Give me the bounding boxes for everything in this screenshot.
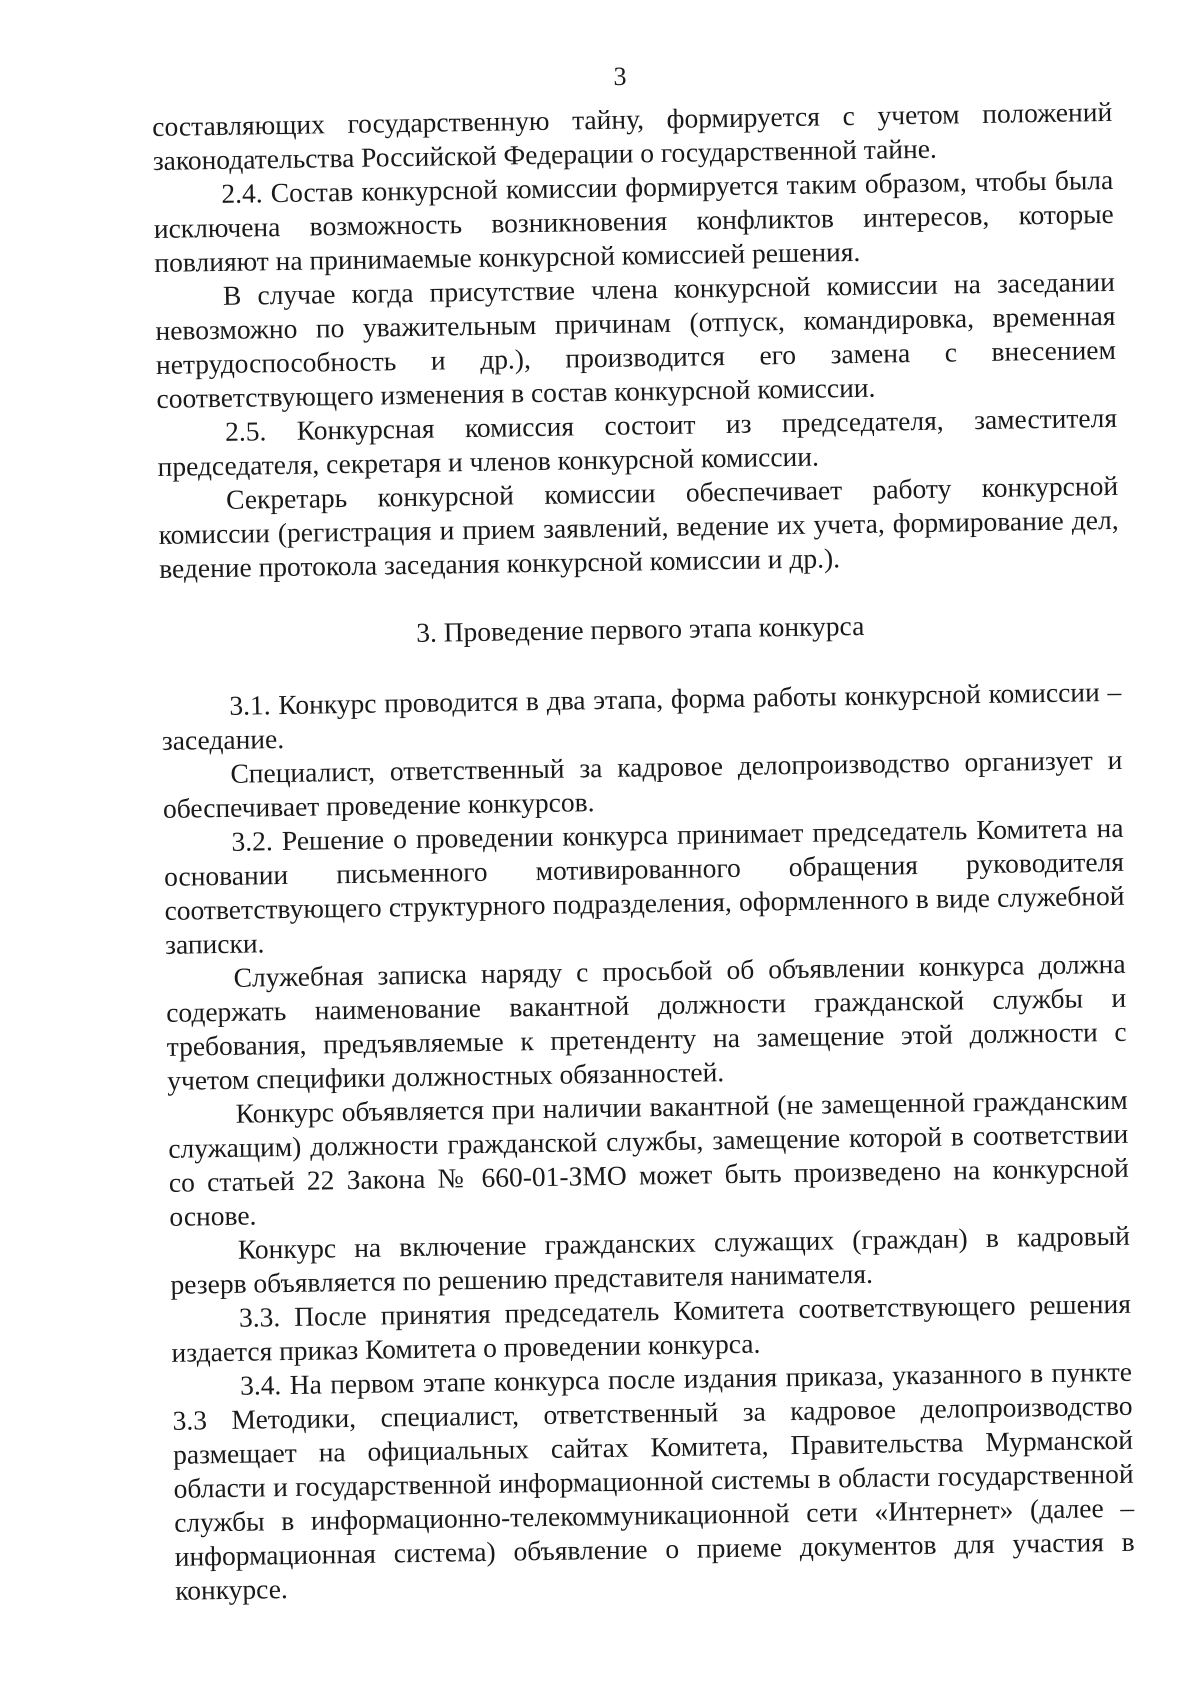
paragraph: Конкурс объявляется при наличии вакантной (не замещенной гражданским служащим) должности гражданской службы, замещение которой в соответствии со статьей 22 Закона № 660-01-ЗМО может быть произведено на конкурсной основе. xyxy=(168,1083,1129,1232)
paragraph: Служебная записка наряду с просьбой об объявлении конкурса должна содержать наименование вакантной должности гражданской службы и требования, предъявляемые к претенденту на замещение этой должности с учетом специфики должностных обязанностей. xyxy=(165,947,1127,1096)
section-heading: 3. Проведение первого этапа конкурса xyxy=(415,609,865,648)
paragraph: В случае когда присутствие члена конкурсной комиссии на заседании невозможно по уважительным причинам (отпуск, командировка, временная нетрудоспособность и др.), производится его замена с внесением соответствующего изменения в состав конкурсной комиссии. xyxy=(155,265,1117,414)
paragraph: 3.3. После принятия председатель Комитета соответствующего решения издается приказ Комитета о проведении конкурса. xyxy=(171,1287,1132,1368)
paragraph: Конкурс на включение гражданских служащих (граждан) в кадровый резерв объявляется по решению представителя нанимателя. xyxy=(170,1219,1131,1300)
paragraph: составляющих государственную тайну, формируется с учетом положений законодательства Российской Федерации о государственной тайне. xyxy=(152,95,1113,176)
paragraph: 2.5. Конкурсная комиссия состоит из председателя, заместителя председателя, секретаря и членов конкурсной комиссии. xyxy=(157,401,1118,482)
page-number: 3 xyxy=(613,62,627,91)
paragraph: 2.4. Состав конкурсной комиссии формируется таким образом, чтобы была исключена возможность возникновения конфликтов интересов, которые повлияют на принимаемые конкурсной комиссией решения. xyxy=(153,163,1114,278)
paragraph: Секретарь конкурсной комиссии обеспечивает работу конкурсной комиссии (регистрация и прием заявлений, ведение их учета, формирование дел, ведение протокола заседания конкурсной комиссии и др.). xyxy=(158,469,1119,584)
paragraph: 3.4. На первом этапе конкурса после издания приказа, указанного в пункте 3.3 Методики, специалист, ответственный за кадровое делопроизводство размещает на официальных сайтах Комитета, Правительства Мурманской области и государственной информационной системы в области государственной службы в информационно-телекоммуникационной сети «Интернет» (далее – информационная система) объявление о приеме документов для участия в конкурсе. xyxy=(172,1355,1135,1606)
document-body xyxy=(152,95,1135,1608)
paragraph: 3.1. Конкурс проводится в два этапа, форма работы конкурсной комиссии – заседание. xyxy=(161,675,1122,756)
paragraph: 3.2. Решение о проведении конкурса принимает председатель Комитета на основании письменного мотивированного обращения руководителя соответствующего структурного подразделения, оформленного в виде служебной записки. xyxy=(163,811,1125,960)
paragraph: Специалист, ответственный за кадровое делопроизводство организует и обеспечивает проведение конкурсов. xyxy=(162,743,1123,824)
